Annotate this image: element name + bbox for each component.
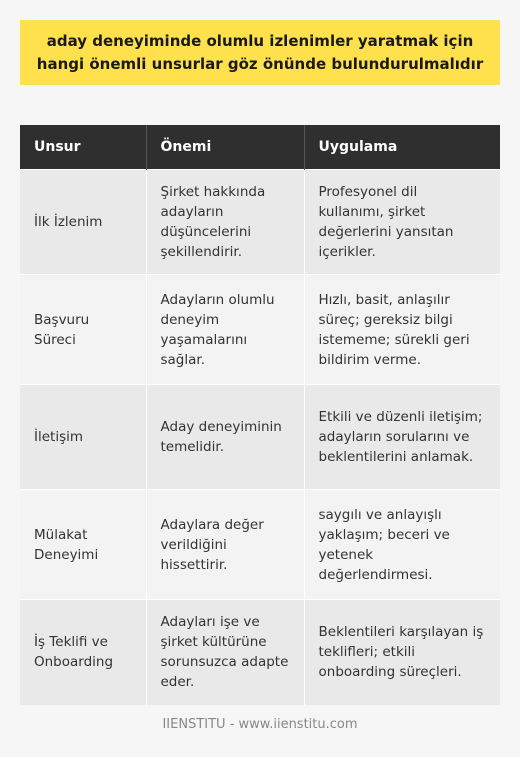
table-cell: Mülakat Deneyimi xyxy=(20,490,146,600)
table-cell: İş Teklifi ve Onboarding xyxy=(20,600,146,705)
column-header-uygulama: Uygulama xyxy=(304,125,500,170)
table-cell: Profesyonel dil kullanımı, şirket değerlerini yansıtan içerikler. xyxy=(304,170,500,275)
table-row xyxy=(20,385,500,490)
table-cell: İletişim xyxy=(20,385,146,490)
column-header-unsur: Unsur xyxy=(20,125,146,170)
column-header-onemi: Önemi xyxy=(146,125,304,170)
table-cell: saygılı ve anlayışlı yaklaşım; beceri ve yetenek değerlendirmesi. xyxy=(304,490,500,600)
table-cell: Etkili ve düzenli iletişim; adayların sorularını ve beklentilerini anlamak. xyxy=(304,385,500,490)
table-cell: Aday deneyiminin temelidir. xyxy=(146,385,304,490)
table-cell: Adayları işe ve şirket kültürüne sorunsuzca adapte eder. xyxy=(146,600,304,705)
table-cell: Hızlı, basit, anlaşılır süreç; gereksiz bilgi istememe; sürekli geri bildirim verme. xyxy=(304,275,500,385)
data-table xyxy=(20,125,500,705)
footer-credit: IIENSTITU - www.iienstitu.com xyxy=(162,717,358,732)
table-cell: Adayların olumlu deneyim yaşamalarını sağlar. xyxy=(146,275,304,385)
table-cell: Başvuru Süreci xyxy=(20,275,146,385)
table-cell: İlk İzlenim xyxy=(20,170,146,275)
table-cell: Beklentileri karşılayan iş teklifleri; etkili onboarding süreçleri. xyxy=(304,600,500,705)
table-row xyxy=(20,490,500,600)
table-row xyxy=(20,275,500,385)
table-header-row xyxy=(20,125,500,170)
table-row xyxy=(20,170,500,275)
title-banner xyxy=(20,20,500,85)
table-cell: Şirket hakkında adayların düşüncelerini şekillendirir. xyxy=(146,170,304,275)
table-cell: Adaylara değer verildiğini hissettirir. xyxy=(146,490,304,600)
page-title: aday deneyiminde olumlu izlenimler yaratmak için hangi önemli unsurlar göz önünde bulundurulmalıdır xyxy=(36,31,484,73)
table-row xyxy=(20,600,500,705)
